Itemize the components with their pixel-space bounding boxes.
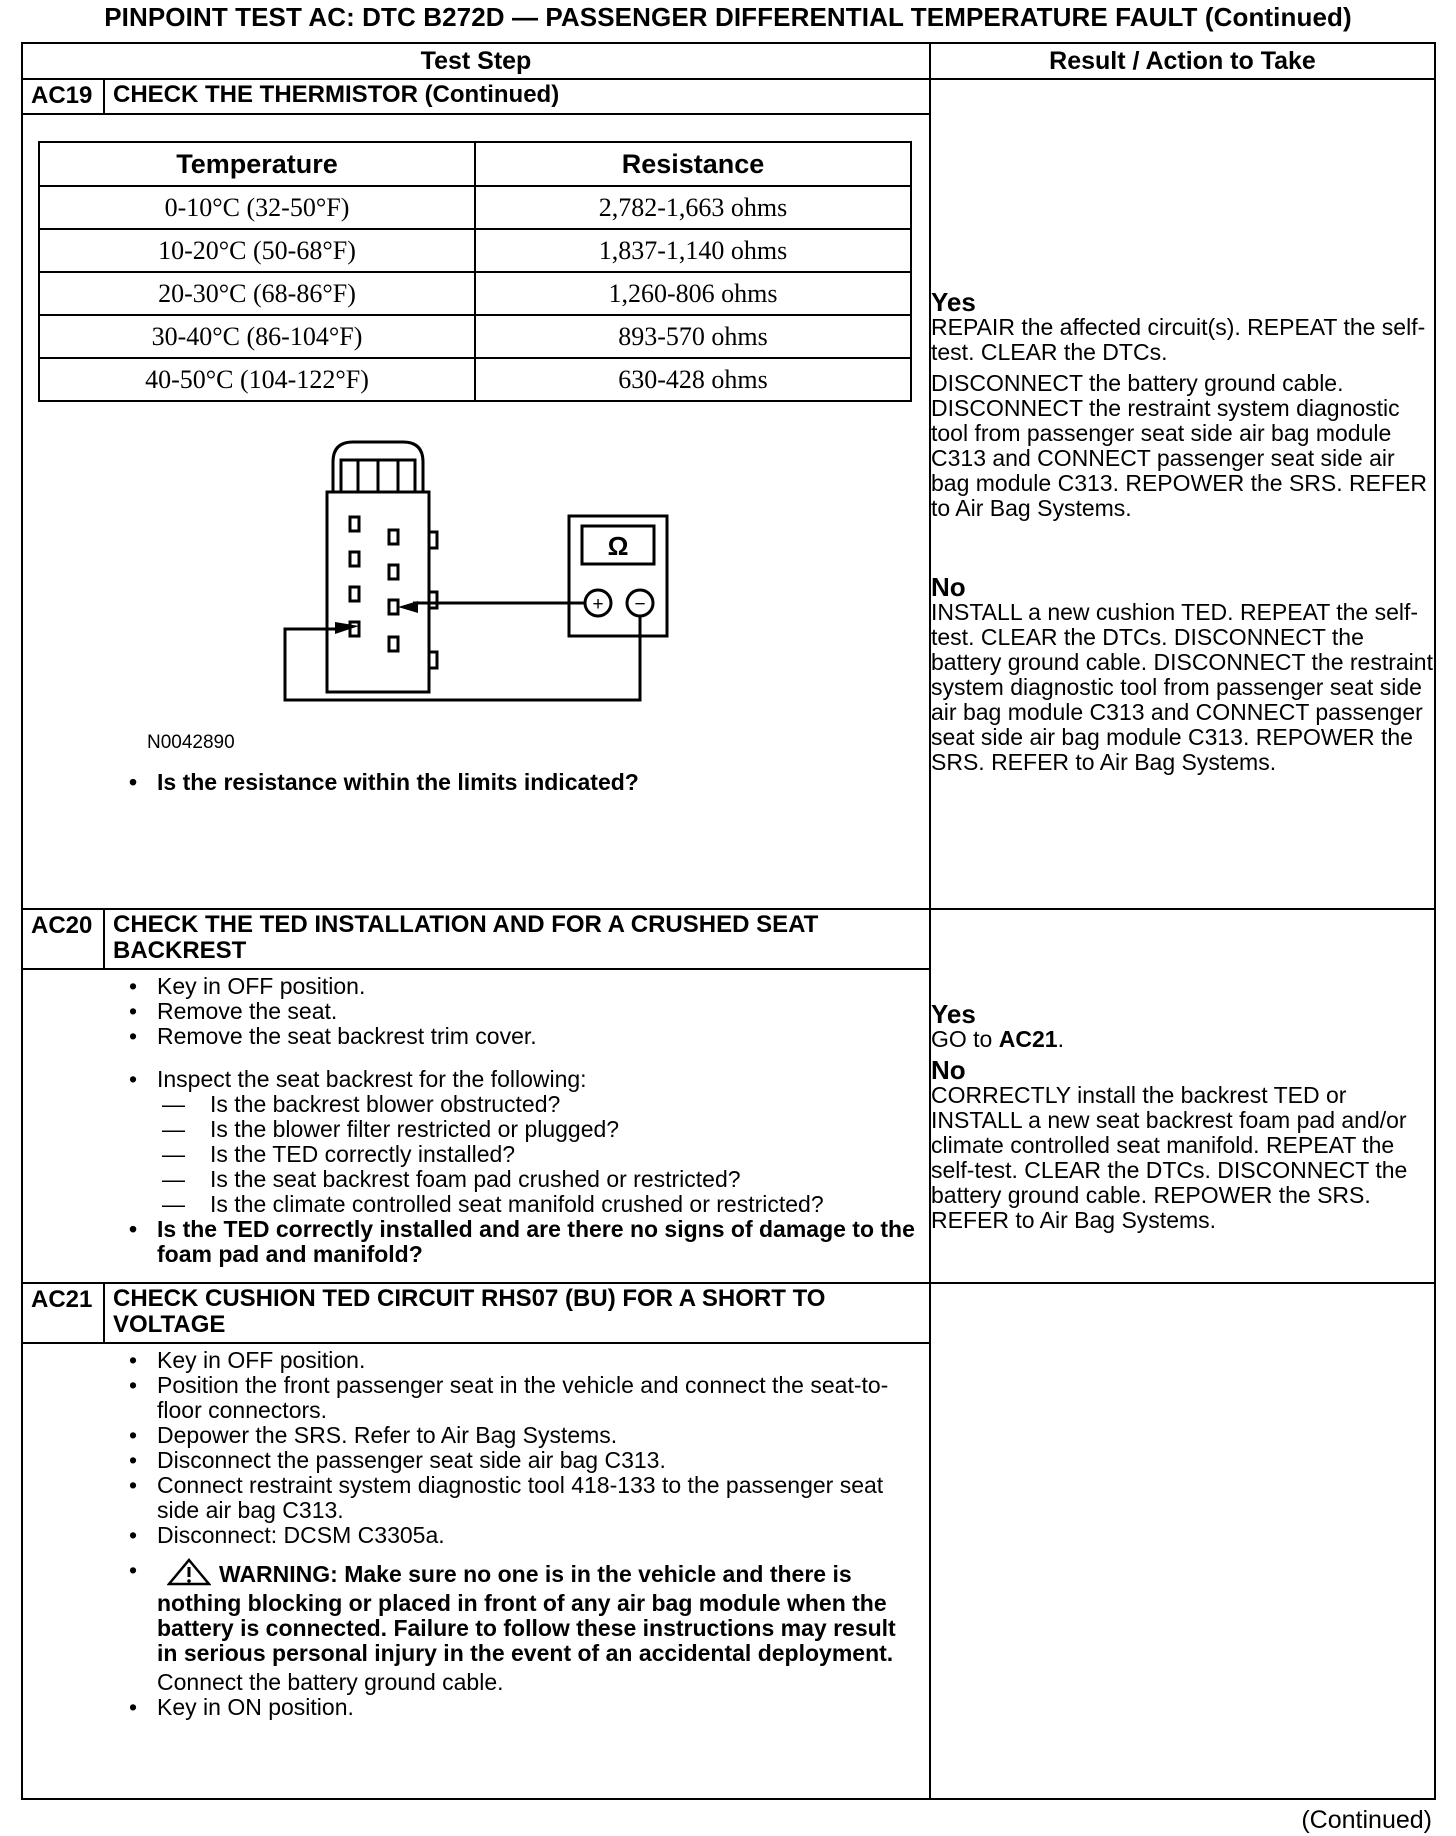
step-id: AC20 — [23, 910, 105, 968]
ohmmeter-connector-diagram — [23, 402, 929, 732]
step-ac19 — [22, 79, 1435, 909]
temperature-cell: 20-30°C (68-86°F) — [39, 272, 475, 315]
table-row — [39, 272, 911, 315]
step-ac20 — [22, 909, 1435, 1283]
list-item: • Remove the seat. — [23, 999, 919, 1024]
no-text: CORRECTLY install the backrest TED or INSTALL a new seat backrest foam pad and/or climate controlled seat manifold. REPEAT the self-test. CLEAR the DTCs. DISCONNECT the battery ground cable. REPOWER the SRS. REFER to Air Bag Systems. — [931, 1082, 1408, 1233]
table-row — [39, 229, 911, 272]
check-item: — Is the backrest blower obstructed? — [157, 1092, 919, 1117]
list-item: • Depower the SRS. Refer to Air Bag Systems. — [23, 1423, 919, 1448]
temperature-cell: 0-10°C (32-50°F) — [39, 186, 475, 229]
continued-footer: (Continued) — [1301, 1806, 1432, 1834]
no-label: No — [931, 1055, 966, 1085]
no-text: INSTALL a new cushion TED. REPEAT the self-test. CLEAR the DTCs. DISCONNECT the battery ground cable. DISCONNECT the restraint system diagnostic tool from passenger seat side air bag module C313 and CONNECT passenger seat side air bag module C313. REPOWER the SRS. REFER to Air Bag Systems. — [931, 599, 1433, 775]
resistance-cell: 2,782-1,663 ohms — [475, 186, 911, 229]
list-item: • Key in OFF position. — [23, 974, 919, 999]
table-row — [39, 358, 911, 401]
after-warning: Connect the battery ground cable. — [157, 1669, 504, 1695]
step-id: AC19 — [23, 80, 105, 113]
header-test-step: Test Step — [22, 43, 930, 79]
step-title: CHECK THE TED INSTALLATION AND FOR A CRUSHED SEAT BACKREST — [113, 911, 819, 964]
thermistor-table — [38, 141, 912, 402]
yes-text-2: DISCONNECT the battery ground cable. DISCONNECT the restraint system diagnostic tool from passenger seat side air bag module C313 and CONNECT passenger seat side air bag module C313. REPOWER the SRS. REFER to Air Bag Systems. — [931, 370, 1427, 521]
list-item: • Remove the seat backrest trim cover. — [23, 1024, 919, 1049]
temperature-cell: 40-50°C (104-122°F) — [39, 358, 475, 401]
ohm-symbol: Ω — [607, 531, 629, 561]
pinpoint-test-table — [21, 42, 1436, 1800]
list-item: • Position the front passenger seat in the vehicle and connect the seat-to-floor connectors. — [23, 1373, 919, 1423]
table-row — [39, 186, 911, 229]
question: • Is the TED correctly installed and are there no signs of damage to the foam pad and manifold? — [23, 1217, 919, 1267]
plus-symbol: + — [592, 594, 604, 615]
list-item: • Key in ON position. — [23, 1695, 919, 1720]
list-item: • Disconnect: DCSM C3305a. — [23, 1523, 919, 1548]
step-title: CHECK THE THERMISTOR (Continued) — [113, 81, 560, 108]
list-item: • Disconnect the passenger seat side air bag C313. — [23, 1448, 919, 1473]
check-item: — Is the seat backrest foam pad crushed or restricted? — [157, 1167, 919, 1192]
table-row — [39, 315, 911, 358]
temperature-cell: 30-40°C (86-104°F) — [39, 315, 475, 358]
check-item: — Is the blower filter restricted or plugged? — [157, 1117, 919, 1142]
col-temperature: Temperature — [39, 142, 475, 186]
inspect-text: Inspect the seat backrest for the following: — [157, 1066, 587, 1092]
page-title: PINPOINT TEST AC: DTC B272D — PASSENGER DIFFERENTIAL TEMPERATURE FAULT (Continued) — [104, 2, 1352, 32]
resistance-cell: 1,837-1,140 ohms — [475, 229, 911, 272]
warning-icon — [167, 1558, 219, 1591]
warning-item — [23, 1558, 919, 1695]
resistance-cell: 1,260-806 ohms — [475, 272, 911, 315]
no-label: No — [931, 572, 966, 602]
step-id: AC21 — [23, 1284, 105, 1342]
list-item: • Key in OFF position. — [23, 1348, 919, 1373]
check-item: — Is the TED correctly installed? — [157, 1142, 919, 1167]
yes-label: Yes — [931, 999, 976, 1029]
resistance-cell: 630-428 ohms — [475, 358, 911, 401]
list-item — [23, 1067, 919, 1217]
yes-label: Yes — [931, 287, 976, 317]
col-resistance: Resistance — [475, 142, 911, 186]
temperature-cell: 10-20°C (50-68°F) — [39, 229, 475, 272]
step-title: CHECK CUSHION TED CIRCUIT RHS07 (BU) FOR A SHORT TO VOLTAGE — [113, 1285, 826, 1338]
yes-text: GO to AC21. — [931, 1026, 1064, 1052]
result-empty — [930, 1283, 1435, 1799]
question: • Is the resistance within the limits indicated? — [23, 770, 919, 795]
list-item: • Connect restraint system diagnostic tool 418-133 to the passenger seat side air bag C313. — [23, 1473, 919, 1523]
warning-text: WARNING: Make sure no one is in the vehicle and there is nothing blocking or placed in front of any air bag module when the battery is connected. Failure to follow these instructions may result in serious personal injury in the event of an accidental deployment. — [157, 1561, 896, 1666]
header-result: Result / Action to Take — [930, 43, 1435, 79]
minus-symbol: − — [634, 594, 646, 615]
check-item: — Is the climate controlled seat manifold crushed or restricted? — [157, 1192, 919, 1217]
yes-text: REPAIR the affected circuit(s). REPEAT the self-test. CLEAR the DTCs. — [931, 314, 1426, 365]
resistance-cell: 893-570 ohms — [475, 315, 911, 358]
figure-id: N0042890 — [147, 732, 235, 753]
step-ac21 — [22, 1283, 1435, 1799]
